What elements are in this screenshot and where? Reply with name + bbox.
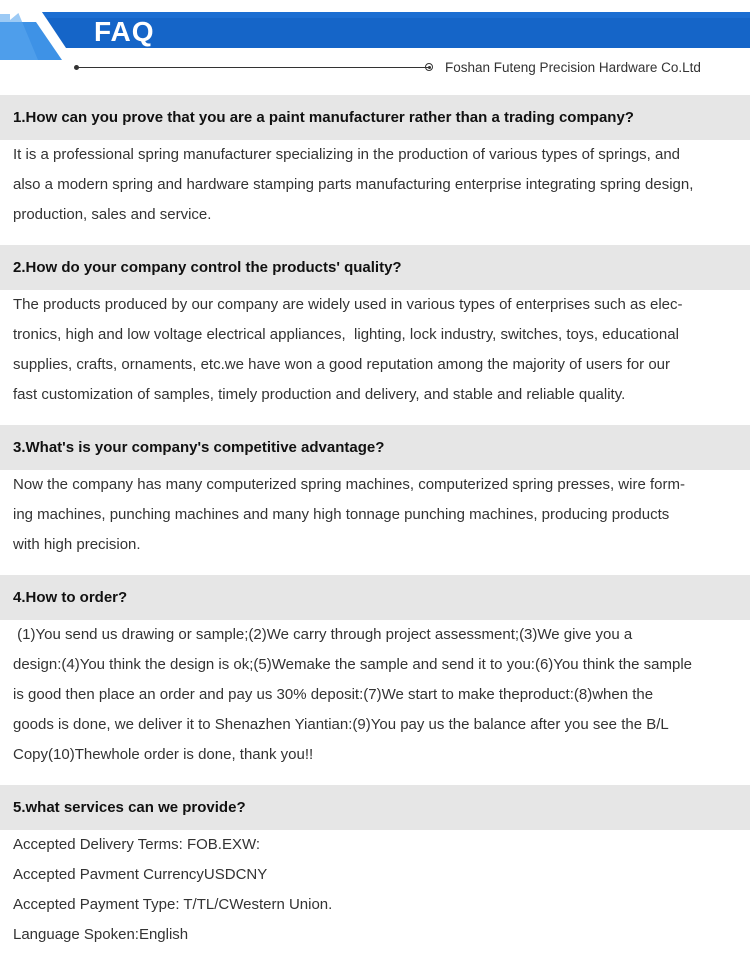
answer-line: Accepted Payment Type: T/TL/CWestern Union. [13, 896, 333, 913]
answer-line: Copy(10)Thewhole order is done, thank you!! [13, 746, 314, 763]
answer-line: Accepted Delivery Terms: FOB.EXW: [13, 836, 261, 853]
answer-line: Now the company has many computerized spring machines, computerized spring presses, wire form- [13, 476, 685, 493]
answer-line: production, sales and service. [13, 206, 212, 223]
faq-answer [0, 470, 750, 560]
faq-question: 1.How can you prove that you are a paint manufacturer rather than a trading company? [0, 95, 750, 140]
faq-item-5 [0, 785, 750, 950]
divider-dot-right [425, 63, 433, 71]
answer-line: (1)You send us drawing or sample;(2)We carry through project assessment;(3)We give you a [13, 626, 633, 643]
faq-question: 4.How to order? [0, 575, 750, 620]
answer-line: ing machines, punching machines and many high tonnage punching machines, producing products [13, 506, 670, 523]
page-title: FAQ [94, 16, 155, 47]
answer-line: also a modern spring and hardware stamping parts manufacturing enterprise integrating spring design, [13, 176, 694, 193]
answer-line: design:(4)You think the design is ok;(5)Wemake the sample and send it to you:(6)You think the sample [13, 656, 693, 673]
faq-answer [0, 620, 750, 770]
answer-line: with high precision. [13, 536, 141, 553]
faq-answer [0, 290, 750, 410]
faq-question: 2.How do your company control the products' quality? [0, 245, 750, 290]
faq-item-3 [0, 425, 750, 560]
answer-line: supplies, crafts, ornaments, etc.we have won a good reputation among the majority of users for our [13, 356, 671, 373]
answer-line: fast customization of samples, timely production and delivery, and stable and reliable quality. [13, 386, 626, 403]
arrow-right-icon [0, 0, 22, 20]
answer-line: Language Spoken:English [13, 926, 189, 943]
faq-question: 5.what services can we provide? [0, 785, 750, 830]
faq-item-1 [0, 95, 750, 230]
answer-line: The products produced by our company are widely used in various types of enterprises such as elec- [13, 296, 683, 313]
company-name: Foshan Futeng Precision Hardware Co.Ltd [445, 60, 701, 75]
answer-line: Accepted Pavment CurrencyUSDCNY [13, 866, 268, 883]
answer-line: goods is done, we deliver it to Shenazhen Yiantian:(9)You pay us the balance after you see the B/L [13, 716, 669, 733]
answer-line: tronics, high and low voltage electrical appliances, lighting, lock industry, switches, toys, educational [13, 326, 679, 343]
answer-line: is good then place an order and pay us 30% deposit:(7)We start to make theproduct:(8)when the [13, 686, 654, 703]
faq-answer [0, 830, 750, 950]
faq-answer [0, 140, 750, 230]
divider-line [76, 67, 428, 68]
faq-item-2 [0, 245, 750, 410]
faq-header [0, 0, 750, 80]
faq-list [0, 95, 750, 965]
answer-line: It is a professional spring manufacturer specializing in the production of various types of springs, and [13, 146, 681, 163]
faq-item-4 [0, 575, 750, 770]
faq-question: 3.What's is your company's competitive advantage? [0, 425, 750, 470]
